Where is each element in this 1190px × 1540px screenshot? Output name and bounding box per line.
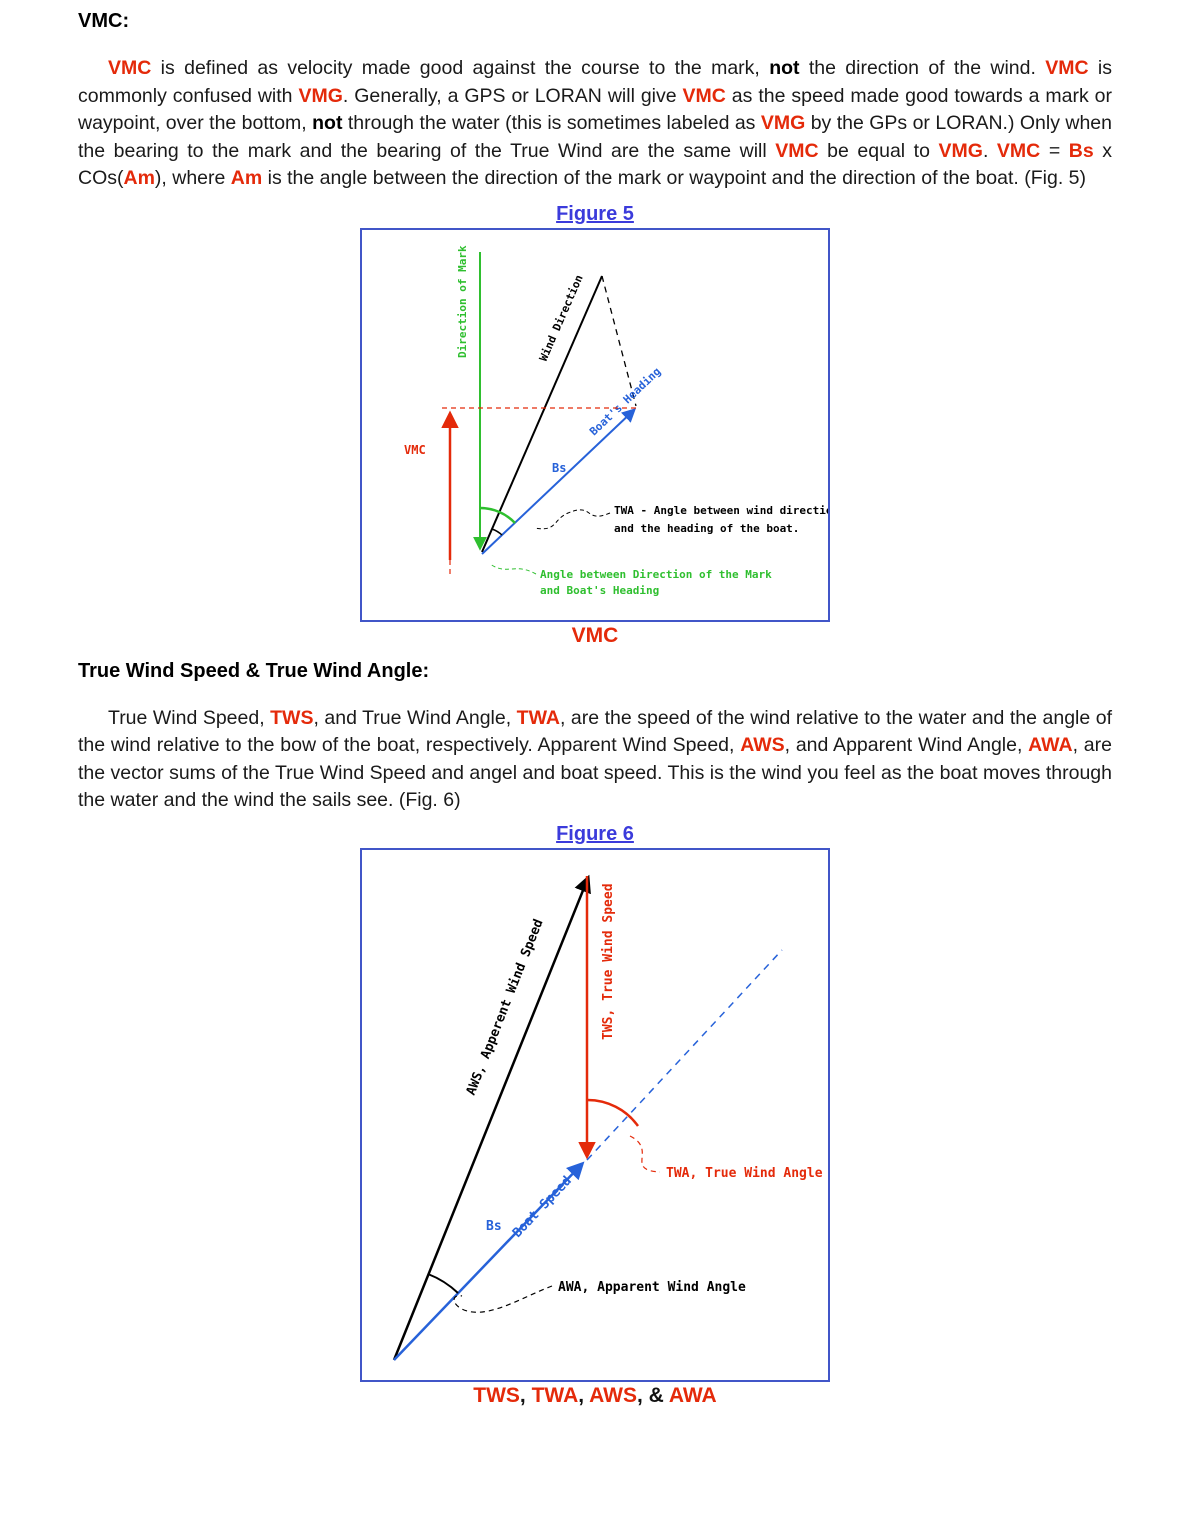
figure6-link[interactable]: Figure 6	[556, 822, 634, 845]
mark-angle-note-line1: Angle between Direction of the Mark	[540, 567, 772, 581]
twa-note-line1: TWA - Angle between wind direction	[614, 503, 828, 517]
figure5-caption: VMC	[571, 623, 619, 647]
twa-note-line2: and the heading of the boat.	[614, 521, 800, 535]
awa-arc	[428, 1274, 458, 1293]
paragraph-vmc: VMC is defined as velocity made good against the course to the mark, not the direction of the wind. VMC is commonly confused with VMG. Generally, a GPS or LORAN will give VMC as the speed made good towards a mark or waypoint, over the bottom, not through the water (this is sometimes labeled as VMG by the GPs or LORAN.) Only when the bearing to the mark and the bearing of the True Wind are the same will VMC be equal to VMG. VMC = Bs x COs(Am), where Am is the angle between the direction of the mark or waypoint and the direction of the boat. (Fig. 5)	[78, 57, 1113, 189]
mark-angle-note-line2: and Boat's Heading	[540, 583, 660, 597]
aws-label: AWS, Apperent Wind Speed	[463, 916, 547, 1097]
figure5-link[interactable]: Figure 5	[556, 202, 634, 225]
heading-vmc: VMC:	[78, 10, 130, 32]
twa-callout-curve	[534, 509, 610, 528]
twa-arc	[587, 1099, 638, 1125]
tws-label: TWS, True Wind Speed	[601, 882, 616, 1040]
direction-of-mark-label: Direction of Mark	[456, 244, 469, 358]
heading-extension-dashed-line	[587, 950, 782, 1160]
awa-callout-curve	[454, 1286, 552, 1312]
wind-direction-line	[482, 276, 602, 552]
awa-label: AWA, Apparent Wind Angle	[558, 1279, 746, 1295]
twa-callout-curve	[630, 1136, 660, 1172]
figure5-link-row	[78, 203, 1112, 226]
bs-label: Bs	[552, 460, 567, 475]
vmc-arrow-label: VMC	[404, 442, 426, 457]
figure5-svg	[362, 230, 828, 620]
figure6-svg	[362, 850, 828, 1380]
boat-heading-label: Boat's Heading	[587, 364, 664, 438]
twa-label: TWA, True Wind Angle	[666, 1165, 823, 1181]
heading-tws-twa: True Wind Speed & True Wind Angle:	[78, 659, 430, 682]
figure5-box	[360, 228, 830, 622]
bs-label: Bs	[486, 1218, 502, 1234]
mark-angle-callout-curve	[490, 564, 536, 574]
boat-speed-label: Boat Speed	[510, 1173, 575, 1241]
figure6-box	[360, 848, 830, 1382]
twa-arc	[492, 529, 502, 535]
figure6-caption: TWS, TWA, AWS, & AWA	[473, 1383, 717, 1407]
wind-direction-label: Wind Direction	[536, 272, 586, 363]
paragraph-tws-twa: True Wind Speed, TWS, and True Wind Angle, TWA, are the speed of the wind relative to the water and the angle of the wind relative to the bow of the boat, respectively. Apparent Wind Speed, AWS, and Apparent Wind Angle, AWA, are the vector sums of the True Wind Speed and angel and boat speed. This is the wind you feel as the boat moves through the water and the wind the sails see. (Fig. 6)	[78, 706, 1113, 811]
figure6-link-row	[78, 823, 1112, 846]
boat-heading-arrow	[482, 410, 634, 554]
